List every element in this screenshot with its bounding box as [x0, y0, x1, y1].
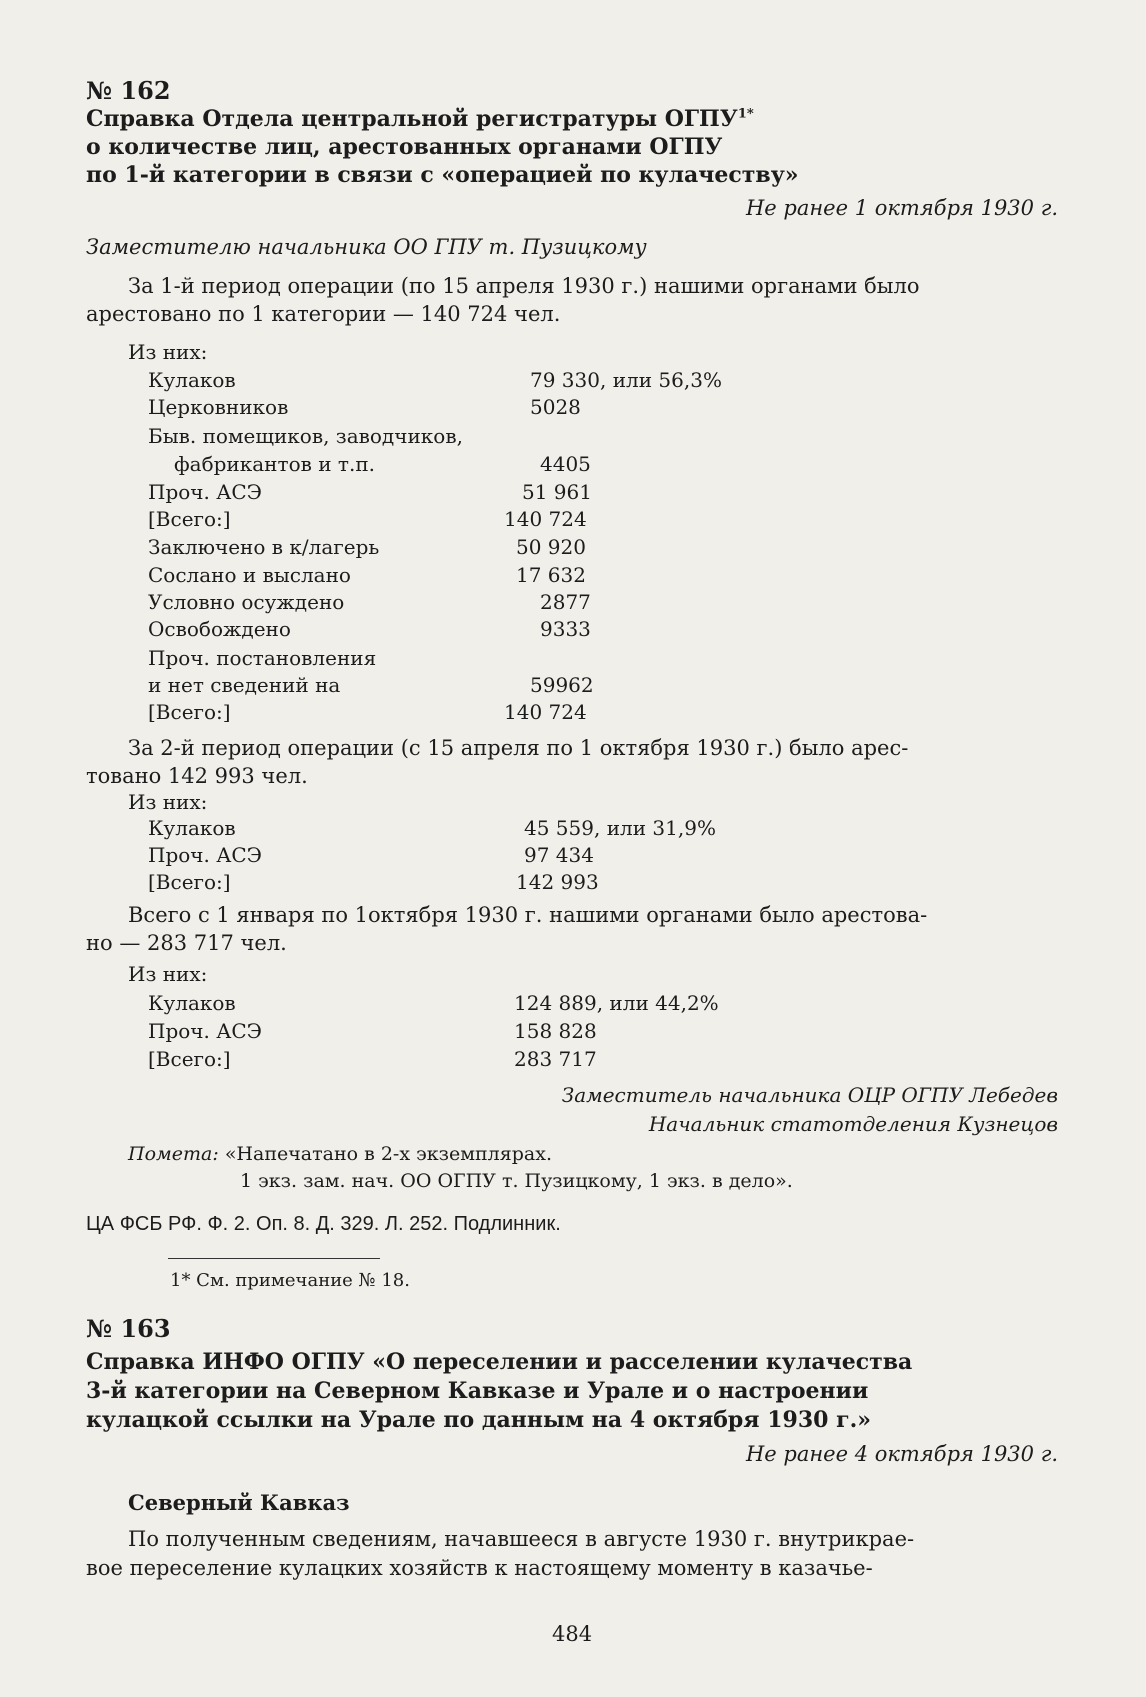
- footnote-divider: [168, 1258, 380, 1259]
- table-row-value: 9333: [540, 617, 591, 641]
- table-row-value: 45 559, или 31,9%: [524, 816, 716, 840]
- table-row-value: 2877: [540, 590, 591, 614]
- doc-163-number: № 163: [86, 1314, 171, 1343]
- doc-162-para3-line1: Всего с 1 января по 1октября 1930 г. нашими органами было арестова-: [128, 903, 928, 927]
- table-row-label: Освобождено: [148, 617, 291, 641]
- doc-162-date: Не ранее 1 октября 1930 г.: [745, 196, 1058, 220]
- pometa-line2: 1 экз. зам. нач. ОО ОГПУ т. Пузицкому, 1 экз. в дело».: [240, 1170, 793, 1192]
- doc-163-title-line2: 3-й категории на Северном Кавказе и Урале и о настроении: [86, 1378, 869, 1404]
- table-row-value: 59962: [530, 673, 594, 697]
- table-row-value: 50 920: [516, 535, 586, 559]
- table-row-label: фабрикантов и т.п.: [174, 452, 376, 476]
- doc-163-date: Не ранее 4 октября 1930 г.: [745, 1442, 1058, 1466]
- doc-162-addressee: Заместителю начальника ОО ГПУ т. Пузицкому: [86, 235, 647, 259]
- doc-162-title-line3: по 1-й категории в связи с «операцией по кулачеству»: [86, 162, 799, 188]
- table-row-value: 79 330, или 56,3%: [530, 368, 722, 392]
- table-row-label: Заключено в к/лагерь: [148, 535, 380, 559]
- pometa-text: «Напечатано в 2-х экземплярах.: [224, 1143, 552, 1165]
- pometa-label: Пометa:: [128, 1143, 219, 1165]
- footnote-ref: 1*: [737, 106, 754, 122]
- table-row-label: Проч. АСЭ: [148, 843, 262, 867]
- table-row-value: 4405: [540, 452, 591, 476]
- iz-nih-label: Из них:: [128, 340, 208, 364]
- table-row-label: [Всего:]: [148, 700, 231, 724]
- iz-nih-label: Из них:: [128, 790, 208, 814]
- table-row-value: 283 717: [514, 1047, 597, 1071]
- section-heading: Северный Кавказ: [128, 1490, 350, 1515]
- table-row-label: Церковников: [148, 395, 289, 419]
- table-row-label: Кулаков: [148, 991, 236, 1015]
- table-row-label: Проч. АСЭ: [148, 480, 262, 504]
- table-row-label: Сослано и выслано: [148, 563, 351, 587]
- table-row-value: 5028: [530, 395, 581, 419]
- table-row-label: Проч. постановления: [148, 646, 377, 670]
- doc-163-para-line2: вое переселение кулацких хозяйств к настоящему моменту в казачье-: [86, 1556, 873, 1580]
- doc-163-title-line3: кулацкой ссылки на Урале по данным на 4 октября 1930 г.»: [86, 1407, 871, 1433]
- signer-deputy-head: Заместитель начальника ОЦР ОГПУ Лебедев: [561, 1083, 1058, 1107]
- table-row-value: 140 724: [504, 507, 587, 531]
- pometa-line1: [128, 1143, 552, 1165]
- footnote: 1* См. примечание № 18.: [170, 1270, 410, 1291]
- table-row-value: 140 724: [504, 700, 587, 724]
- table-row-label: Быв. помещиков, заводчиков,: [148, 424, 463, 448]
- table-row-value: 158 828: [514, 1019, 597, 1043]
- table-row-label: [Всего:]: [148, 1047, 231, 1071]
- table-row-label: и нет сведений на: [148, 673, 341, 697]
- table-row-label: Условно осуждено: [148, 590, 345, 614]
- doc-162-para1-line1: За 1-й период операции (по 15 апреля 1930 г.) нашими органами было: [128, 274, 920, 298]
- table-row-value: 124 889, или 44,2%: [514, 991, 719, 1015]
- table-row-value: 97 434: [524, 843, 594, 867]
- table-row-value: 17 632: [516, 563, 586, 587]
- doc-162-title-line1: Справка Отдела центральной регистратуры $ОГПУ^{1*}$: [86, 106, 754, 132]
- table-row-label: Проч. АСЭ: [148, 1019, 262, 1043]
- doc-162-para3-line2: но — 283 717 чел.: [86, 931, 287, 955]
- page-number: 484: [552, 1622, 593, 1646]
- signer-stat-head: Начальник статотделения Кузнецов: [648, 1112, 1058, 1136]
- table-row-label: Кулаков: [148, 368, 236, 392]
- table-row-value: 51 961: [522, 480, 592, 504]
- doc-162-para1-line2: арестовано по 1 категории — 140 724 чел.: [86, 302, 561, 326]
- table-row-label: Кулаков: [148, 816, 236, 840]
- doc-162-para2-line1: За 2-й период операции (с 15 апреля по 1 октября 1930 г.) было арес-: [128, 736, 909, 760]
- iz-nih-label: Из них:: [128, 962, 208, 986]
- doc-162-number: № 162: [86, 76, 171, 105]
- table-row-label: [Всего:]: [148, 870, 231, 894]
- doc-163-title-line1: Справка ИНФО ОГПУ «О переселении и расселении кулачества: [86, 1349, 913, 1375]
- archive-reference: ЦА ФСБ РФ. Ф. 2. Оп. 8. Д. 329. Л. 252. Подлинник.: [86, 1213, 561, 1235]
- table-row-label: [Всего:]: [148, 507, 231, 531]
- doc-163-para-line1: По полученным сведениям, начавшееся в августе 1930 г. внутрикрае-: [128, 1527, 915, 1551]
- doc-162-para2-line2: товано 142 993 чел.: [86, 764, 308, 788]
- table-row-value: 142 993: [516, 870, 599, 894]
- doc-162-title-line2: о количестве лиц, арестованных органами ОГПУ: [86, 134, 723, 160]
